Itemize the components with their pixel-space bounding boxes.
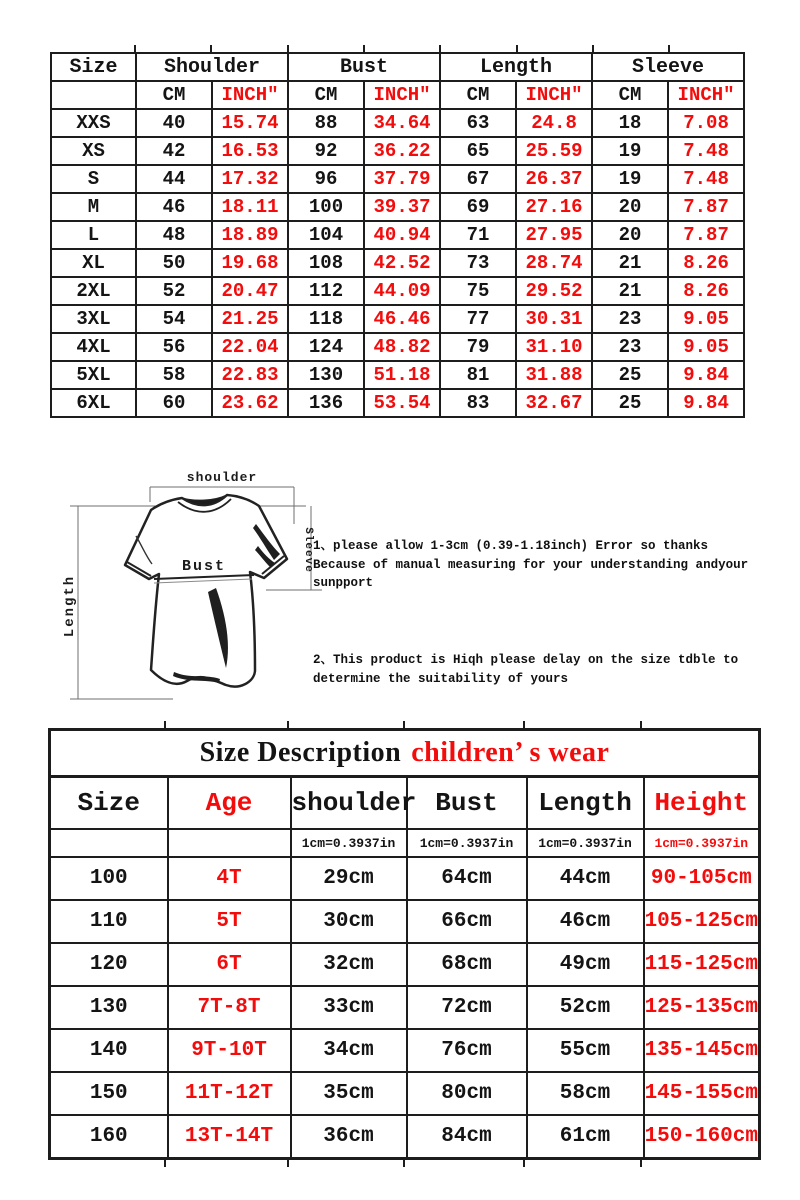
adult-unit-row — [51, 81, 744, 109]
table-row — [51, 221, 744, 249]
bust-label: Bust — [181, 558, 227, 575]
unit-note-cell: 1cm=0.3937in — [644, 829, 760, 857]
shoulder-cm-cell: 58 — [136, 361, 212, 389]
shoulder-cm-cell: 48 — [136, 221, 212, 249]
bust-inch-cell: 40.94 — [364, 221, 440, 249]
shoulder-cell: 36cm — [291, 1115, 407, 1159]
tick-mark — [403, 721, 405, 728]
sleeve-inch-cell: 7.08 — [668, 109, 744, 137]
size-cell: XXS — [51, 109, 136, 137]
length-cm-cell: 75 — [440, 277, 516, 305]
length-cell: 44cm — [527, 857, 644, 900]
shoulder-cell: 29cm — [291, 857, 407, 900]
length-inch-cell: 31.88 — [516, 361, 592, 389]
age-cell: 11T-12T — [168, 1072, 291, 1115]
col-header-shoulder: shoulder — [291, 777, 407, 830]
length-inch-cell: 25.59 — [516, 137, 592, 165]
tshirt-outline — [125, 495, 287, 687]
size-cell: 5XL — [51, 361, 136, 389]
bust-cell: 84cm — [407, 1115, 527, 1159]
shoulder-inch-cell: 22.83 — [212, 361, 288, 389]
sleeve-cm-cell: 20 — [592, 221, 668, 249]
age-cell: 5T — [168, 900, 291, 943]
table-row — [51, 277, 744, 305]
table-row — [51, 165, 744, 193]
bust-cell: 66cm — [407, 900, 527, 943]
shoulder-label: shoulder — [186, 470, 258, 485]
sleeve-cm-cell: 21 — [592, 277, 668, 305]
cm-unit-header: CM — [136, 81, 212, 109]
tick-mark — [439, 45, 441, 52]
sleeve-label: Sleeve — [302, 527, 314, 573]
length-cm-cell: 77 — [440, 305, 516, 333]
length-inch-cell: 30.31 — [516, 305, 592, 333]
shoulder-inch-cell: 21.25 — [212, 305, 288, 333]
sleeve-inch-cell: 8.26 — [668, 277, 744, 305]
kids-size-table-section — [48, 728, 758, 1160]
size-cell: 100 — [50, 857, 168, 900]
sleeve-inch-cell: 9.84 — [668, 361, 744, 389]
tick-mark — [287, 45, 289, 52]
size-cell: 130 — [50, 986, 168, 1029]
bust-cm-cell: 88 — [288, 109, 364, 137]
size-cell: M — [51, 193, 136, 221]
shoulder-inch-cell: 16.53 — [212, 137, 288, 165]
tick-mark — [210, 45, 212, 52]
length-inch-cell: 29.52 — [516, 277, 592, 305]
table-row — [51, 305, 744, 333]
length-cm-cell: 83 — [440, 389, 516, 417]
height-cell: 145-155cm — [644, 1072, 760, 1115]
note-line: sunpport — [313, 576, 374, 590]
tick-mark — [523, 721, 525, 728]
cm-unit-header: CM — [440, 81, 516, 109]
col-header-bust: Bust — [407, 777, 527, 830]
length-inch-cell: 27.95 — [516, 221, 592, 249]
height-cell: 90-105cm — [644, 857, 760, 900]
col-header-length: Length — [527, 777, 644, 830]
shoulder-cm-cell: 50 — [136, 249, 212, 277]
size-cell: 4XL — [51, 333, 136, 361]
kids-header-row — [50, 777, 760, 830]
size-cell: 110 — [50, 900, 168, 943]
length-inch-cell: 32.67 — [516, 389, 592, 417]
sleeve-cm-cell: 23 — [592, 305, 668, 333]
shoulder-cm-cell: 54 — [136, 305, 212, 333]
length-cm-cell: 67 — [440, 165, 516, 193]
note-line: 1、please allow 1-3cm (0.39-1.18inch) Error so thanks — [313, 539, 709, 553]
sleeve-cm-cell: 23 — [592, 333, 668, 361]
length-label: Length — [62, 574, 78, 638]
shoulder-cm-cell: 60 — [136, 389, 212, 417]
table-row — [50, 900, 760, 943]
tick-mark — [640, 1160, 642, 1167]
table-row — [50, 986, 760, 1029]
shoulder-inch-cell: 17.32 — [212, 165, 288, 193]
shoulder-cell: 35cm — [291, 1072, 407, 1115]
bust-cm-cell: 108 — [288, 249, 364, 277]
shoulder-cell: 30cm — [291, 900, 407, 943]
sleeve-inch-cell: 9.84 — [668, 389, 744, 417]
height-cell: 115-125cm — [644, 943, 760, 986]
length-cm-cell: 71 — [440, 221, 516, 249]
col-header-size: Size — [50, 777, 168, 830]
inch-unit-header: INCH″ — [364, 81, 440, 109]
shoulder-cm-cell: 56 — [136, 333, 212, 361]
size-cell: 2XL — [51, 277, 136, 305]
bust-cell: 76cm — [407, 1029, 527, 1072]
bust-inch-cell: 51.18 — [364, 361, 440, 389]
length-cm-cell: 65 — [440, 137, 516, 165]
size-cell: 140 — [50, 1029, 168, 1072]
bust-cell: 68cm — [407, 943, 527, 986]
bust-inch-cell: 34.64 — [364, 109, 440, 137]
shoulder-cell: 32cm — [291, 943, 407, 986]
sleeve-inch-cell: 7.87 — [668, 193, 744, 221]
length-cm-cell: 69 — [440, 193, 516, 221]
col-header-bust: Bust — [288, 53, 440, 81]
bust-inch-cell: 46.46 — [364, 305, 440, 333]
note-line: determine the suitability of yours — [313, 671, 569, 686]
bust-cm-cell: 124 — [288, 333, 364, 361]
tshirt-measurement-diagram — [58, 466, 328, 714]
inch-unit-header: INCH″ — [668, 81, 744, 109]
sleeve-cm-cell: 19 — [592, 137, 668, 165]
length-cell: 61cm — [527, 1115, 644, 1159]
shoulder-inch-cell: 20.47 — [212, 277, 288, 305]
unit-note-cell: 1cm=0.3937in — [291, 829, 407, 857]
shoulder-inch-cell: 22.04 — [212, 333, 288, 361]
shoulder-cm-cell: 42 — [136, 137, 212, 165]
table-row — [51, 333, 744, 361]
tick-mark — [363, 45, 365, 52]
measuring-error-note — [313, 537, 758, 593]
sleeve-inch-cell: 7.48 — [668, 137, 744, 165]
tick-mark — [287, 721, 289, 728]
bust-cm-cell: 112 — [288, 277, 364, 305]
length-cm-cell: 73 — [440, 249, 516, 277]
bust-inch-cell: 37.79 — [364, 165, 440, 193]
length-inch-cell: 31.10 — [516, 333, 592, 361]
tick-mark — [516, 45, 518, 52]
size-cell: L — [51, 221, 136, 249]
bust-cm-cell: 92 — [288, 137, 364, 165]
bust-cm-cell: 130 — [288, 361, 364, 389]
size-cell: 3XL — [51, 305, 136, 333]
length-cell: 46cm — [527, 900, 644, 943]
length-cell: 58cm — [527, 1072, 644, 1115]
bust-inch-cell: 53.54 — [364, 389, 440, 417]
length-cm-cell: 63 — [440, 109, 516, 137]
sleeve-cm-cell: 25 — [592, 361, 668, 389]
length-inch-cell: 28.74 — [516, 249, 592, 277]
empty-cell — [168, 829, 291, 857]
bust-cell: 72cm — [407, 986, 527, 1029]
length-inch-cell: 26.37 — [516, 165, 592, 193]
size-table-advice-note — [313, 651, 758, 688]
kids-unit-row — [50, 829, 760, 857]
sleeve-cm-cell: 21 — [592, 249, 668, 277]
adult-size-table — [50, 52, 745, 418]
table-row — [51, 361, 744, 389]
bust-cell: 80cm — [407, 1072, 527, 1115]
length-cm-cell: 79 — [440, 333, 516, 361]
empty-cell — [50, 829, 168, 857]
length-cm-cell: 81 — [440, 361, 516, 389]
shoulder-cm-cell: 52 — [136, 277, 212, 305]
bust-inch-cell: 39.37 — [364, 193, 440, 221]
cm-unit-header: CM — [288, 81, 364, 109]
shoulder-cell: 33cm — [291, 986, 407, 1029]
bust-inch-cell: 44.09 — [364, 277, 440, 305]
table-row — [51, 389, 744, 417]
col-header-height: Height — [644, 777, 760, 830]
age-cell: 4T — [168, 857, 291, 900]
col-header-length: Length — [440, 53, 592, 81]
table-row — [50, 1115, 760, 1159]
sleeve-inch-cell: 9.05 — [668, 305, 744, 333]
sleeve-inch-cell: 7.87 — [668, 221, 744, 249]
bust-cm-cell: 100 — [288, 193, 364, 221]
sleeve-cm-cell: 19 — [592, 165, 668, 193]
sleeve-inch-cell: 7.48 — [668, 165, 744, 193]
size-cell: 160 — [50, 1115, 168, 1159]
size-cell: 150 — [50, 1072, 168, 1115]
note-line: 2、This product is Hiqh please delay on the size tdble to — [313, 653, 739, 667]
bust-cm-cell: 118 — [288, 305, 364, 333]
tick-mark — [164, 721, 166, 728]
bust-cm-cell: 96 — [288, 165, 364, 193]
length-cell: 55cm — [527, 1029, 644, 1072]
tick-mark — [134, 45, 136, 52]
kids-title-red: children’ s wear — [411, 737, 610, 768]
tick-mark — [668, 45, 670, 52]
table-row — [51, 109, 744, 137]
shoulder-inch-cell: 15.74 — [212, 109, 288, 137]
age-cell: 6T — [168, 943, 291, 986]
height-cell: 150-160cm — [644, 1115, 760, 1159]
table-row — [50, 943, 760, 986]
tick-mark — [403, 1160, 405, 1167]
table-row — [50, 1029, 760, 1072]
inch-unit-header: INCH″ — [516, 81, 592, 109]
shoulder-inch-cell: 18.89 — [212, 221, 288, 249]
size-cell: 6XL — [51, 389, 136, 417]
adult-size-table-section — [50, 52, 745, 418]
size-cell: 120 — [50, 943, 168, 986]
shoulder-inch-cell: 23.62 — [212, 389, 288, 417]
tshirt-diagram-svg — [58, 466, 328, 714]
length-inch-cell: 24.8 — [516, 109, 592, 137]
size-cell: XL — [51, 249, 136, 277]
tick-mark — [164, 1160, 166, 1167]
bust-cell: 64cm — [407, 857, 527, 900]
height-cell: 125-135cm — [644, 986, 760, 1029]
sleeve-cm-cell: 25 — [592, 389, 668, 417]
shoulder-inch-cell: 19.68 — [212, 249, 288, 277]
unit-note-cell: 1cm=0.3937in — [407, 829, 527, 857]
bust-inch-cell: 42.52 — [364, 249, 440, 277]
tick-mark — [592, 45, 594, 52]
height-cell: 105-125cm — [644, 900, 760, 943]
kids-table-title — [50, 730, 760, 777]
col-header-size: Size — [51, 53, 136, 81]
tick-mark — [287, 1160, 289, 1167]
col-header-shoulder: Shoulder — [136, 53, 288, 81]
unit-note-cell: 1cm=0.3937in — [527, 829, 644, 857]
sleeve-cm-cell: 18 — [592, 109, 668, 137]
tick-mark — [640, 721, 642, 728]
age-cell: 13T-14T — [168, 1115, 291, 1159]
sleeve-inch-cell: 8.26 — [668, 249, 744, 277]
sleeve-cm-cell: 20 — [592, 193, 668, 221]
shoulder-cm-cell: 44 — [136, 165, 212, 193]
length-inch-cell: 27.16 — [516, 193, 592, 221]
bust-inch-cell: 48.82 — [364, 333, 440, 361]
age-cell: 7T-8T — [168, 986, 291, 1029]
length-cell: 49cm — [527, 943, 644, 986]
table-row — [50, 1072, 760, 1115]
bust-inch-cell: 36.22 — [364, 137, 440, 165]
shoulder-inch-cell: 18.11 — [212, 193, 288, 221]
age-cell: 9T-10T — [168, 1029, 291, 1072]
bust-cm-cell: 136 — [288, 389, 364, 417]
size-cell: XS — [51, 137, 136, 165]
size-cell: S — [51, 165, 136, 193]
table-row — [50, 857, 760, 900]
inch-unit-header: INCH″ — [212, 81, 288, 109]
length-cell: 52cm — [527, 986, 644, 1029]
empty-cell — [51, 81, 136, 109]
table-row — [51, 137, 744, 165]
sleeve-inch-cell: 9.05 — [668, 333, 744, 361]
table-row — [51, 249, 744, 277]
col-header-sleeve: Sleeve — [592, 53, 744, 81]
kids-title-black: Size Description — [199, 737, 402, 768]
shoulder-cell: 34cm — [291, 1029, 407, 1072]
tick-mark — [523, 1160, 525, 1167]
note-line: Because of manual measuring for your understanding andyour — [313, 557, 749, 572]
shoulder-cm-cell: 40 — [136, 109, 212, 137]
kids-title-row — [50, 730, 760, 777]
cm-unit-header: CM — [592, 81, 668, 109]
kids-size-table — [48, 728, 761, 1160]
table-row — [51, 193, 744, 221]
shoulder-cm-cell: 46 — [136, 193, 212, 221]
col-header-age: Age — [168, 777, 291, 830]
bust-cm-cell: 104 — [288, 221, 364, 249]
height-cell: 135-145cm — [644, 1029, 760, 1072]
adult-header-row — [51, 53, 744, 81]
